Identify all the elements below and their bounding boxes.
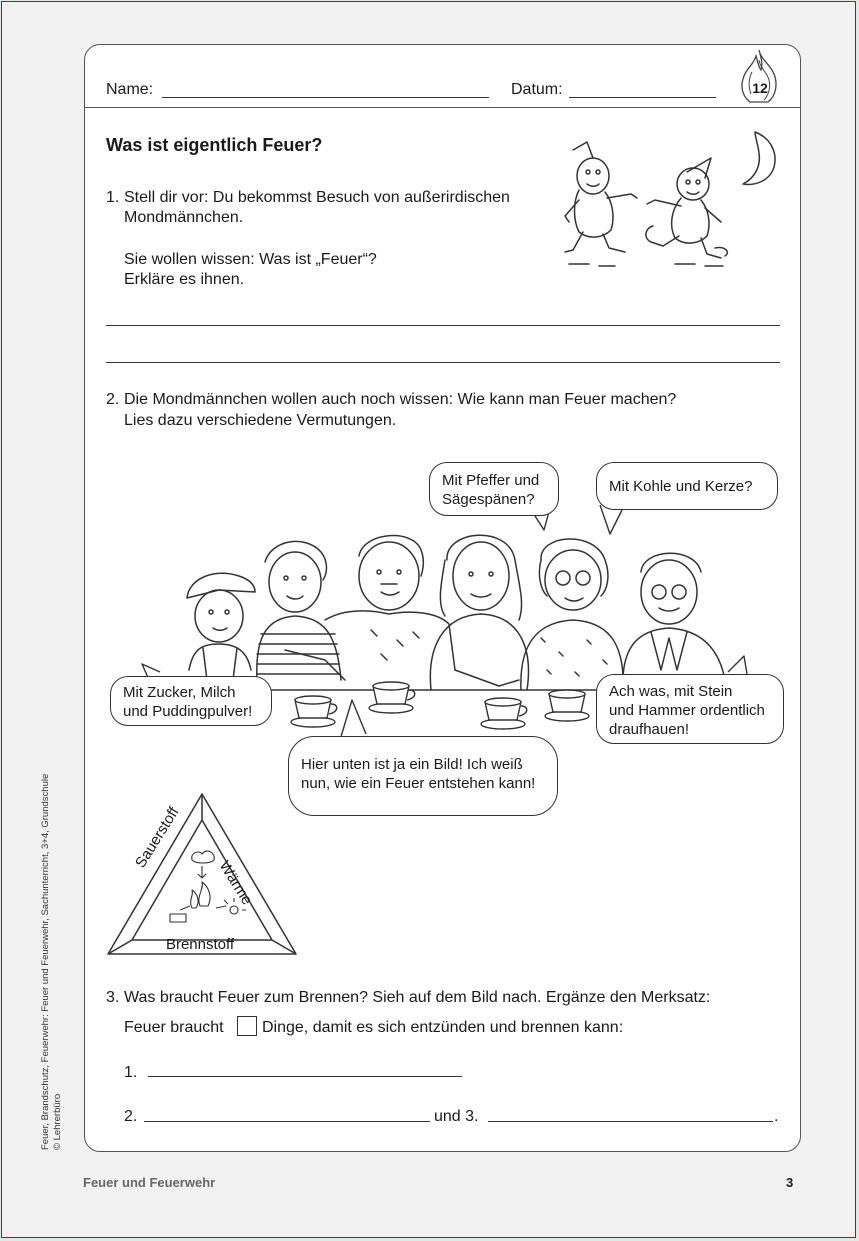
task3-item2-label: 2. — [124, 1108, 138, 1125]
number-answer-box[interactable] — [237, 1016, 257, 1036]
page-title: Was ist eigentlich Feuer? — [106, 135, 323, 155]
name-label: Name: — [106, 81, 154, 98]
task3-item1-label: 1. — [124, 1064, 138, 1081]
task3-and3-label: und 3. — [434, 1108, 479, 1125]
date-label: Datum: — [511, 81, 563, 98]
bubble-kohle-text: Mit Kohle und Kerze? — [609, 478, 753, 495]
task3-end-period: . — [774, 1108, 779, 1125]
task1-line2: Mondmännchen. — [124, 209, 244, 226]
sheet-number: 12 — [752, 80, 768, 96]
fire-triangle-diagram — [104, 790, 300, 960]
bubble-stein-line3: draufhauen! — [609, 721, 690, 738]
task1-line4: Erkläre es ihnen. — [124, 271, 245, 288]
task1-number: 1. — [106, 189, 120, 206]
task3-sentence-before: Feuer braucht — [124, 1019, 224, 1036]
bubble-stein-line1: Ach was, mit Stein — [609, 683, 733, 700]
bubble-bild-line2: nun, wie ein Feuer entstehen kann! — [301, 775, 536, 792]
task2-number: 2. — [106, 391, 120, 408]
bubble-bild-line1: Hier unten ist ja ein Bild! Ich weiß — [301, 756, 523, 773]
side-copyright-line1: Feuer, Brandschutz, Feuerwehr: Feuer und Feuerwehr, Sachunterricht, 3+4, Grundschule — [40, 773, 51, 1150]
bubble-pfeffer-line1: Mit Pfeffer und — [442, 472, 540, 489]
task3-sentence-after: Dinge, damit es sich entzünden und brennen kann: — [262, 1019, 624, 1036]
task3-line1: Was braucht Feuer zum Brennen? Sieh auf dem Bild nach. Ergänze den Merksatz: — [124, 989, 711, 1006]
bubble-zucker-line1: Mit Zucker, Milch — [123, 684, 236, 701]
side-copyright-line2: © Lehrerbüro — [52, 1093, 63, 1150]
bubble-pfeffer-line2: Sägespänen? — [442, 491, 535, 508]
task3-number: 3. — [106, 989, 120, 1006]
task2-line1: Die Mondmännchen wollen auch noch wissen: Wie kann man Feuer machen? — [124, 391, 677, 408]
footer-page-number: 3 — [786, 1175, 794, 1190]
triangle-label-sauerstoff: Sauerstoff — [132, 804, 183, 872]
triangle-label-waerme: Wärme — [215, 858, 256, 909]
bubble-bild — [288, 736, 558, 816]
footer-title: Feuer und Feuerwehr — [83, 1175, 216, 1190]
task1-line1: Stell dir vor: Du bekommst Besuch von außerirdischen — [124, 189, 510, 206]
task1-line3: Sie wollen wissen: Was ist „Feuer“? — [124, 251, 377, 268]
bubble-zucker — [110, 676, 272, 726]
bubble-pfeffer — [429, 462, 559, 516]
task3-answer-line-3[interactable] — [488, 1121, 773, 1122]
bubble-stein — [596, 674, 784, 744]
task3-answer-line-1[interactable] — [148, 1076, 462, 1077]
bubble-stein-line2: und Hammer ordentlich — [609, 702, 765, 719]
bubble-kohle — [596, 462, 778, 510]
bubble-zucker-line2: und Puddingpulver! — [123, 703, 253, 720]
triangle-label-brennstoff: Brennstoff — [165, 936, 235, 953]
task2-line2: Lies dazu verschiedene Vermutungen. — [124, 412, 397, 429]
task3-answer-line-2[interactable] — [144, 1121, 430, 1122]
